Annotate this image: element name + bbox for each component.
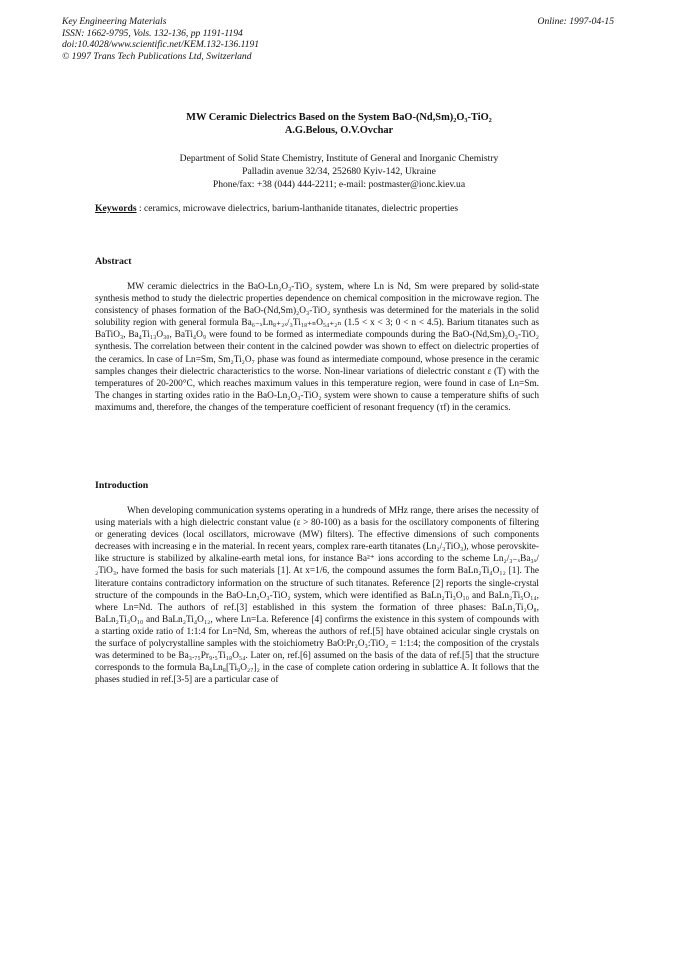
introduction-text: When developing communication systems operating in a hundreds of MHz range, there arises the necessity of using materials with a high dielectric constant value (ε > 80-100) as a basis for the oscillatory components of filtering or generating devices (local oscillators, microwave (MW) filters). The effective dimensions of such components decreases with increasing e in the material. In recent years, complex rare-earth titanates (Ln₂/₃TiO₃), whose perovskite-like structure is stabilized by alkaline-earth metal ions, for instance Ba²⁺ ions according to the scheme Ln₂/₃₋ₓBa₃ₓ/₂TiO₃, have formed the basis for such materials [1]. At x=1/6, the compound assumes the form BaLn₂Ti₄O₁₂ [1]. The literature contains contradictory information on the structure of such titanates. Reference [2] reports the single-crystal structure of the compounds in the BaO-Ln₂O₃-TiO₂ system, which were identified as BaLn₂Ti₃O₁₀ and BaLn₂Ti₅O₁₄, where Ln=Nd. The authors of ref.[3] established in this system the formation of three phases: BaLn₂Ti₂O₈, BaLn₂Ti₃O₁₀ and BaLn₂Ti₄O₁₂, where Ln=La. Reference [4] confirms the existence in this system of compounds with a starting oxide ratio of 1:1:4 for Ln=Nd, Sm, whereas the authors of ref.[5] have obtained acicular single crystals on the surface of polycrystalline samples with the stoichiometry BaO:Pr₂O₃:TiO₂ = 1:1:4; the composition of the crystals was determined to be Ba₃.₇₅Pr₉.₅Ti₁₈O₅₄. Later on, ref.[6] assumed on the basis of the data of ref.[5] that the structure corresponds to the formula Ba₆Ln₈[Ti₉O₂₇]₂ in the case of complete cation ordering in sublattice A. It follows that the phases studied in ref.[3-5] are a particular case of [95,506,539,686]
journal-header [62,16,259,62]
abstract-heading: Abstract [95,256,132,267]
paper-title-block [95,111,583,137]
keywords-line [95,203,583,214]
affiliation-contact: Phone/fax: +38 (044) 444-2211; e-mail: postmaster@ionc.kiev.ua [212,179,466,190]
doi-line[interactable]: doi:10.4028/www.scientific.net/KEM.132-136.1191 [62,39,260,51]
paper-authors: A.G.Belous, O.V.Ovchar [284,125,394,136]
copyright-line: © 1997 Trans Tech Publications Ltd, Switzerland [62,50,252,62]
affiliation-department: Department of Solid State Chemistry, Institute of General and Inorganic Chemistry [179,153,499,164]
journal-name: Key Engineering Materials [62,16,167,27]
abstract-text: MW ceramic dielectrics in the BaO-Ln₂O₃-TiO₂ system, where Ln is Nd, Sm were prepared by solid-state synthesis method to study the dielectric properties dependence on chemical composition in the microwave region. The consistency of phases formation of the BaO-(Nd,Sm)₂O₃-TiO₂ synthesis was determined for the materials in the solid solubility region with general formula Ba₆₋ₓLn₈₊₂ₓ/₃Ti₁₈₊ₙO₅₄₊₂ₙ (1.5 < x < 3; 0 < n < 4.5). Barium titanates such as BaTiO₃, Ba₄Ti₁₃O₃₀, BaTi₄O₉ were found to be formed as intermediate compounds during the BaO-(Nd,Sm)₂O₃-TiO₂ synthesis. The correlation between their content in the calcined powder was shown to effect on dielectric properties of the ceramics. In case of Ln=Sm, Sm₂Ti₂O₇ phase was found as intermediate compound, whose presence in the ceramic samples changes their dielectric characteristics to the worse. Non-linear variations of dielectric constant ε (T) with the temperatures of 20-200°C, which reaches maximum values in this temperature region, were found in case of Ln=Sm. The changes in starting oxides ratio in the BaO-Ln₂O₃-TiO₂ system were shown to cause a temperature shifts of such maximums and, therefore, the changes of the temperature coefficient of resonant frequency (τf) in the ceramics. [95,282,539,413]
introduction-heading: Introduction [95,480,149,491]
issn-line: ISSN: 1662-9795, Vols. 132-136, pp 1191-1194 [62,27,243,39]
keywords-text: : ceramics, microwave dielectrics, barium-lanthanide titanates, dielectric properties [136,203,459,214]
affiliation-block [95,152,583,191]
online-date: Online: 1997-04-15 [537,16,614,27]
paper-title: MW Ceramic Dielectrics Based on the System BaO-(Nd,Sm)₂O₃-TiO₂ [186,112,492,123]
affiliation-address: Palladin avenue 32/34, 252680 Kyiv-142, Ukraine [242,166,436,177]
keywords-label: Keywords [95,203,137,214]
